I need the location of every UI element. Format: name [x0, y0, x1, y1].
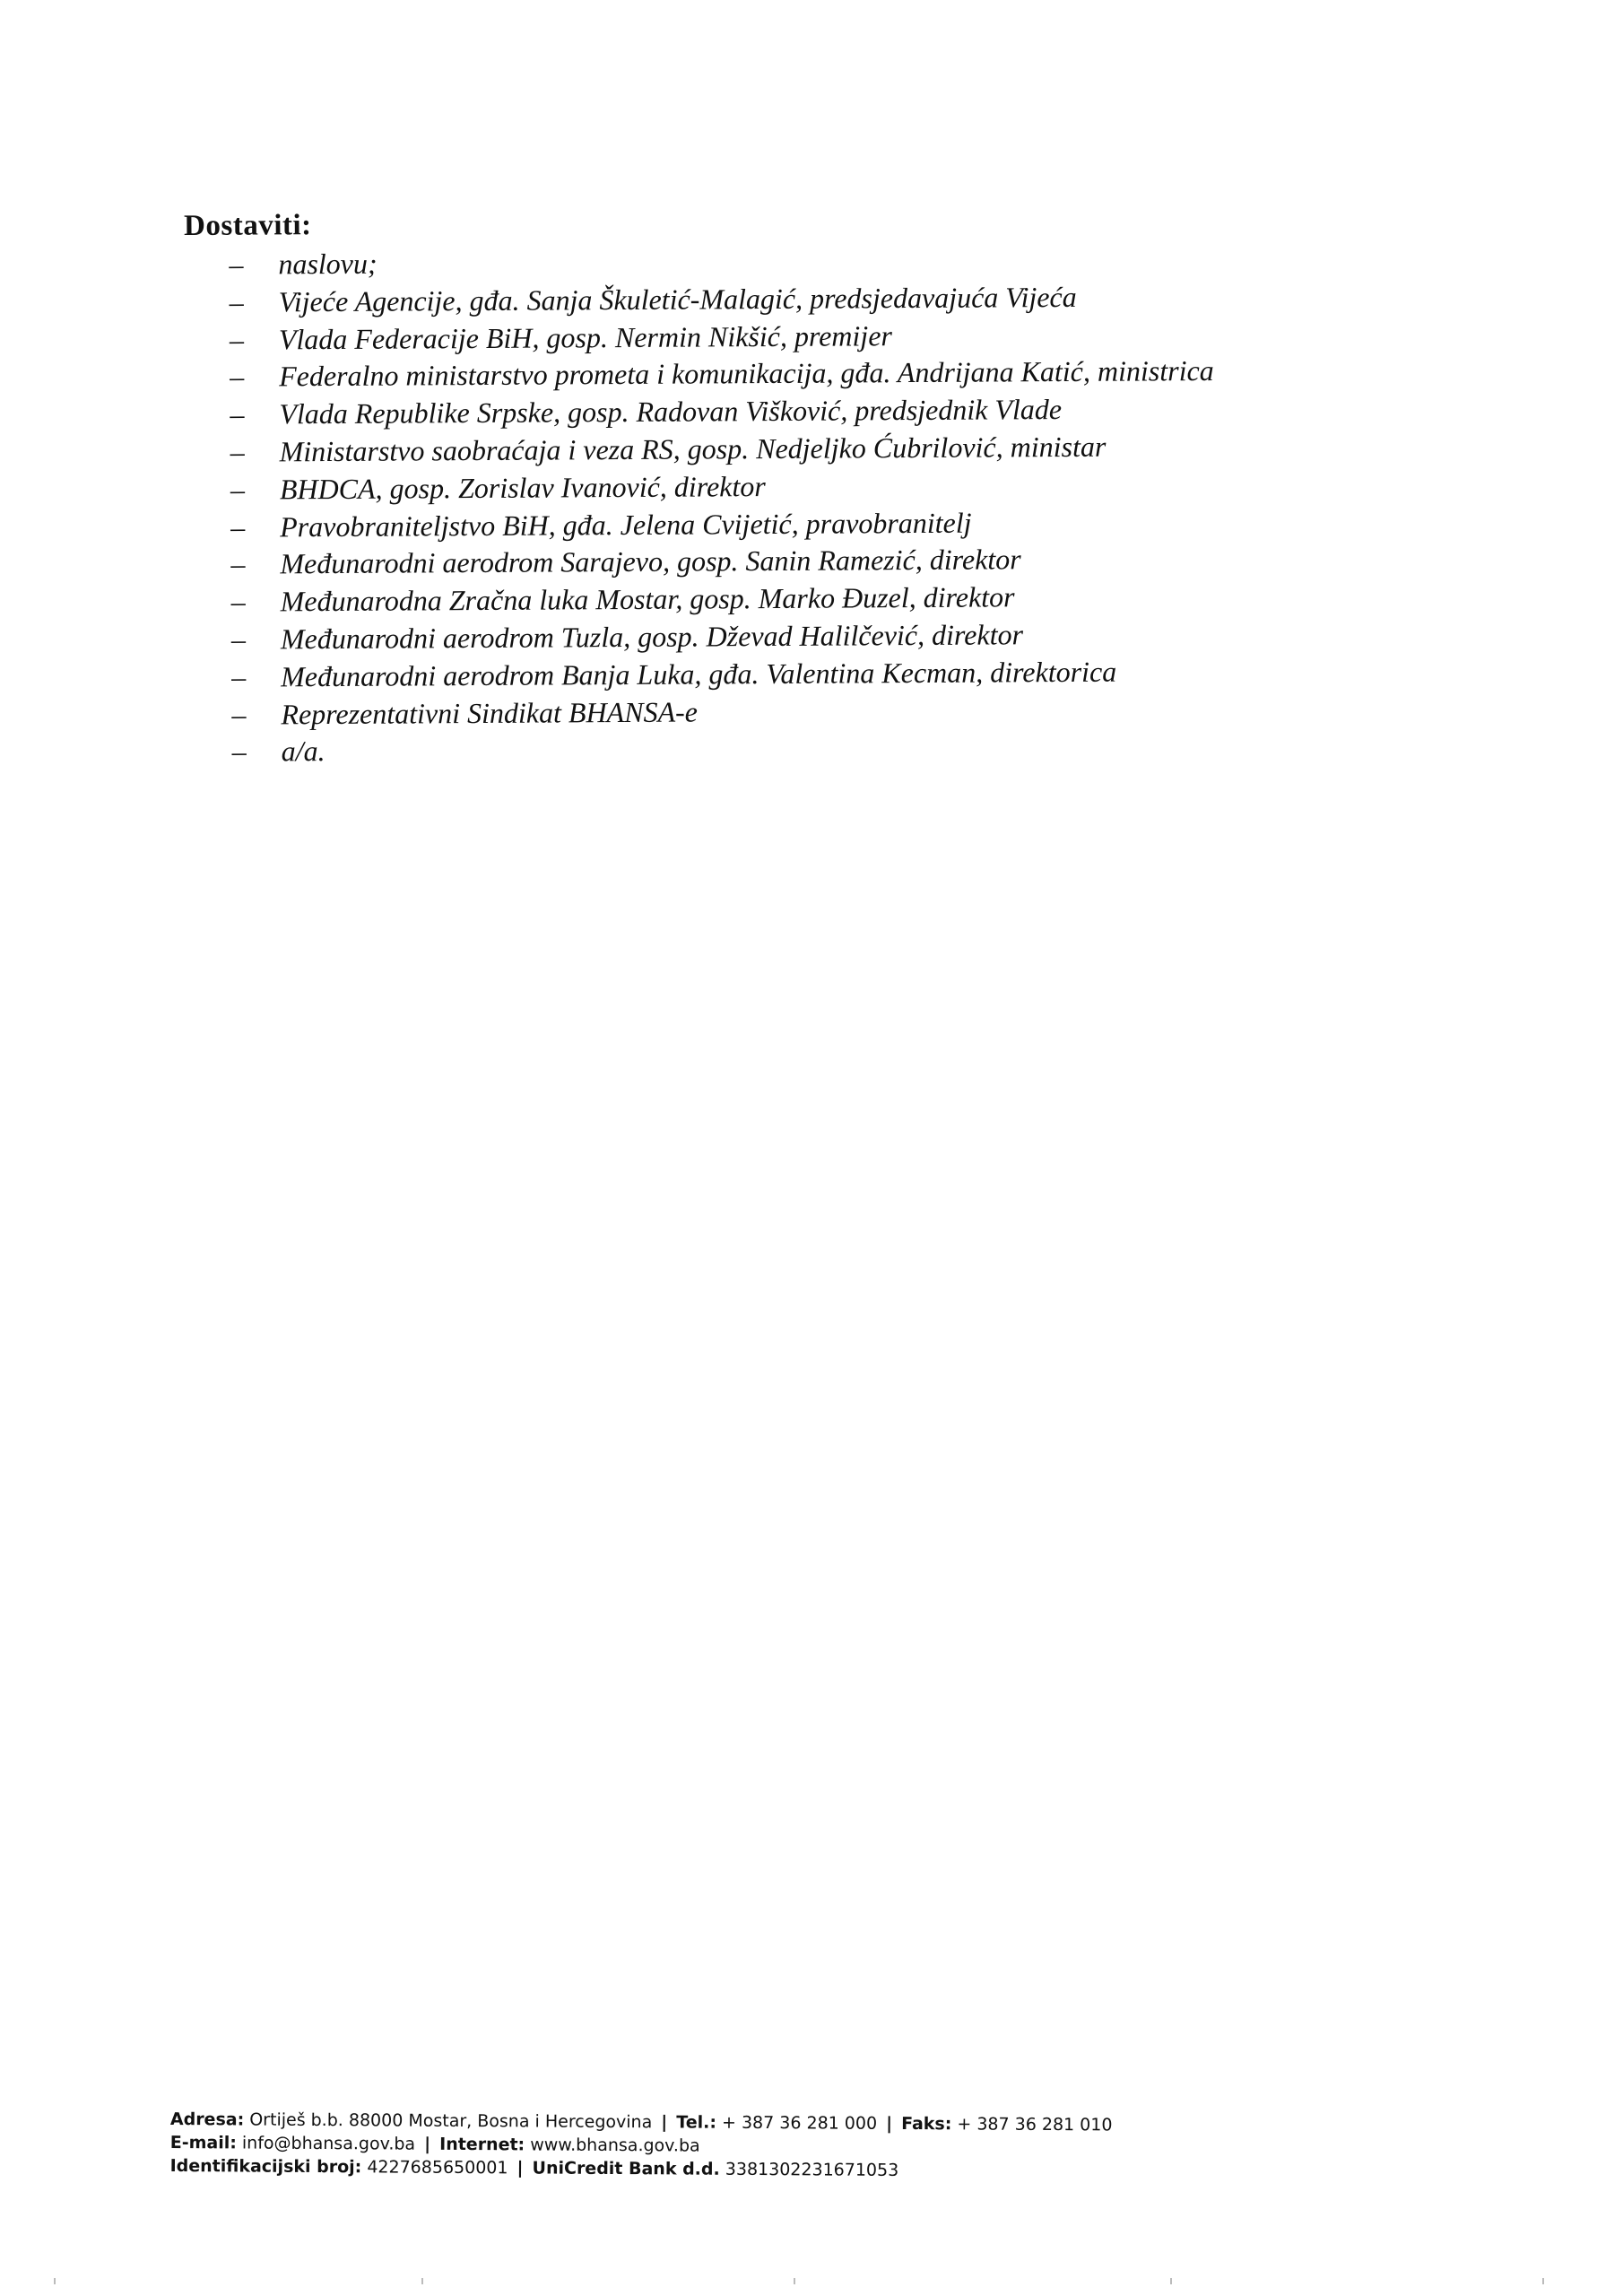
letterhead-footer — [170, 2108, 1336, 2185]
tel-label: Tel.: — [676, 2112, 717, 2133]
scan-mark — [794, 2278, 795, 2284]
list-item — [187, 726, 1461, 770]
list-dash: – — [229, 323, 245, 356]
list-dash: – — [230, 435, 245, 468]
list-dash: – — [230, 622, 247, 656]
bank-value: 3381302231671053 — [725, 2159, 899, 2180]
footer-separator: | — [886, 2113, 893, 2134]
tel-value: + 387 36 281 000 — [721, 2112, 878, 2134]
recipient-text: a/a. — [281, 735, 325, 768]
recipient-text: Međunarodni aerodrom Tuzla, gosp. Dževad Halilčević, direktor — [280, 618, 1024, 656]
recipient-text: Ministarstvo saobraćaja i veza RS, gosp. Nedjeljko Ćubrilović, ministar — [279, 430, 1107, 468]
list-dash: – — [230, 360, 245, 394]
footer-separator: | — [661, 2112, 668, 2133]
internet-value: www.bhansa.gov.ba — [530, 2135, 700, 2156]
list-dash: – — [231, 660, 247, 693]
recipients-heading: Dostaviti: — [184, 209, 312, 242]
recipient-text: Federalno ministarstvo prometa i komunikacija, gđa. Andrijana Katić, ministrica — [279, 354, 1214, 393]
recipient-text: Međunarodna Zračna luka Mostar, gosp. Marko Đuzel, direktor — [280, 580, 1015, 618]
scan-mark — [1170, 2278, 1172, 2284]
scan-mark — [54, 2278, 56, 2284]
internet-label: Internet: — [439, 2134, 525, 2155]
footer-separator: | — [516, 2158, 524, 2179]
address-label: Adresa: — [169, 2109, 245, 2130]
recipient-text: Pravobraniteljstvo BiH, gđa. Jelena Cvijetić, pravobranitelj — [280, 506, 972, 543]
fax-label: Faks: — [901, 2113, 952, 2135]
list-dash: – — [230, 510, 246, 544]
email-label: E-mail: — [169, 2132, 237, 2153]
fax-value: + 387 36 281 010 — [957, 2114, 1113, 2135]
email-value: info@bhansa.gov.ba — [241, 2133, 416, 2154]
recipient-text: Reprezentativni Sindikat BHANSA-e — [281, 695, 699, 730]
recipient-text: Vijeće Agencije, gđa. Sanja Škuletić-Malagić, predsjedavajuća Vijeća — [278, 280, 1077, 318]
list-dash: – — [230, 473, 246, 506]
recipients-list — [184, 238, 1461, 770]
list-dash: – — [231, 735, 247, 769]
id-value: 4227685650001 — [367, 2157, 508, 2179]
address-value: Ortiješ b.b. 88000 Mostar, Bosna i Hercegovina — [249, 2109, 653, 2133]
recipient-text: naslovu; — [278, 247, 378, 281]
list-dash: – — [230, 397, 245, 430]
scan-mark — [421, 2278, 423, 2284]
recipient-text: Međunarodni aerodrom Sarajevo, gosp. Sanin Ramezić, direktor — [280, 543, 1021, 580]
scan-mark — [1542, 2278, 1544, 2284]
bank-label: UniCredit Bank d.d. — [532, 2158, 720, 2179]
id-label: Identifikacijski broj: — [169, 2155, 362, 2178]
list-dash: – — [231, 698, 247, 731]
recipient-text: Međunarodni aerodrom Banja Luka, gđa. Valentina Kecman, direktorica — [281, 655, 1117, 693]
recipients-section — [184, 200, 1461, 770]
recipient-text: Vlada Republike Srpske, gosp. Radovan Višković, predsjednik Vlade — [279, 393, 1063, 430]
list-dash: – — [230, 585, 246, 618]
list-dash: – — [229, 248, 244, 281]
recipient-text: BHDCA, gosp. Zorislav Ivanović, direktor — [279, 469, 766, 506]
footer-separator: | — [424, 2134, 431, 2154]
list-dash: – — [229, 285, 244, 318]
recipient-text: Vlada Federacije BiH, gosp. Nermin Nikšić, premijer — [278, 318, 893, 355]
list-dash: – — [230, 547, 246, 581]
